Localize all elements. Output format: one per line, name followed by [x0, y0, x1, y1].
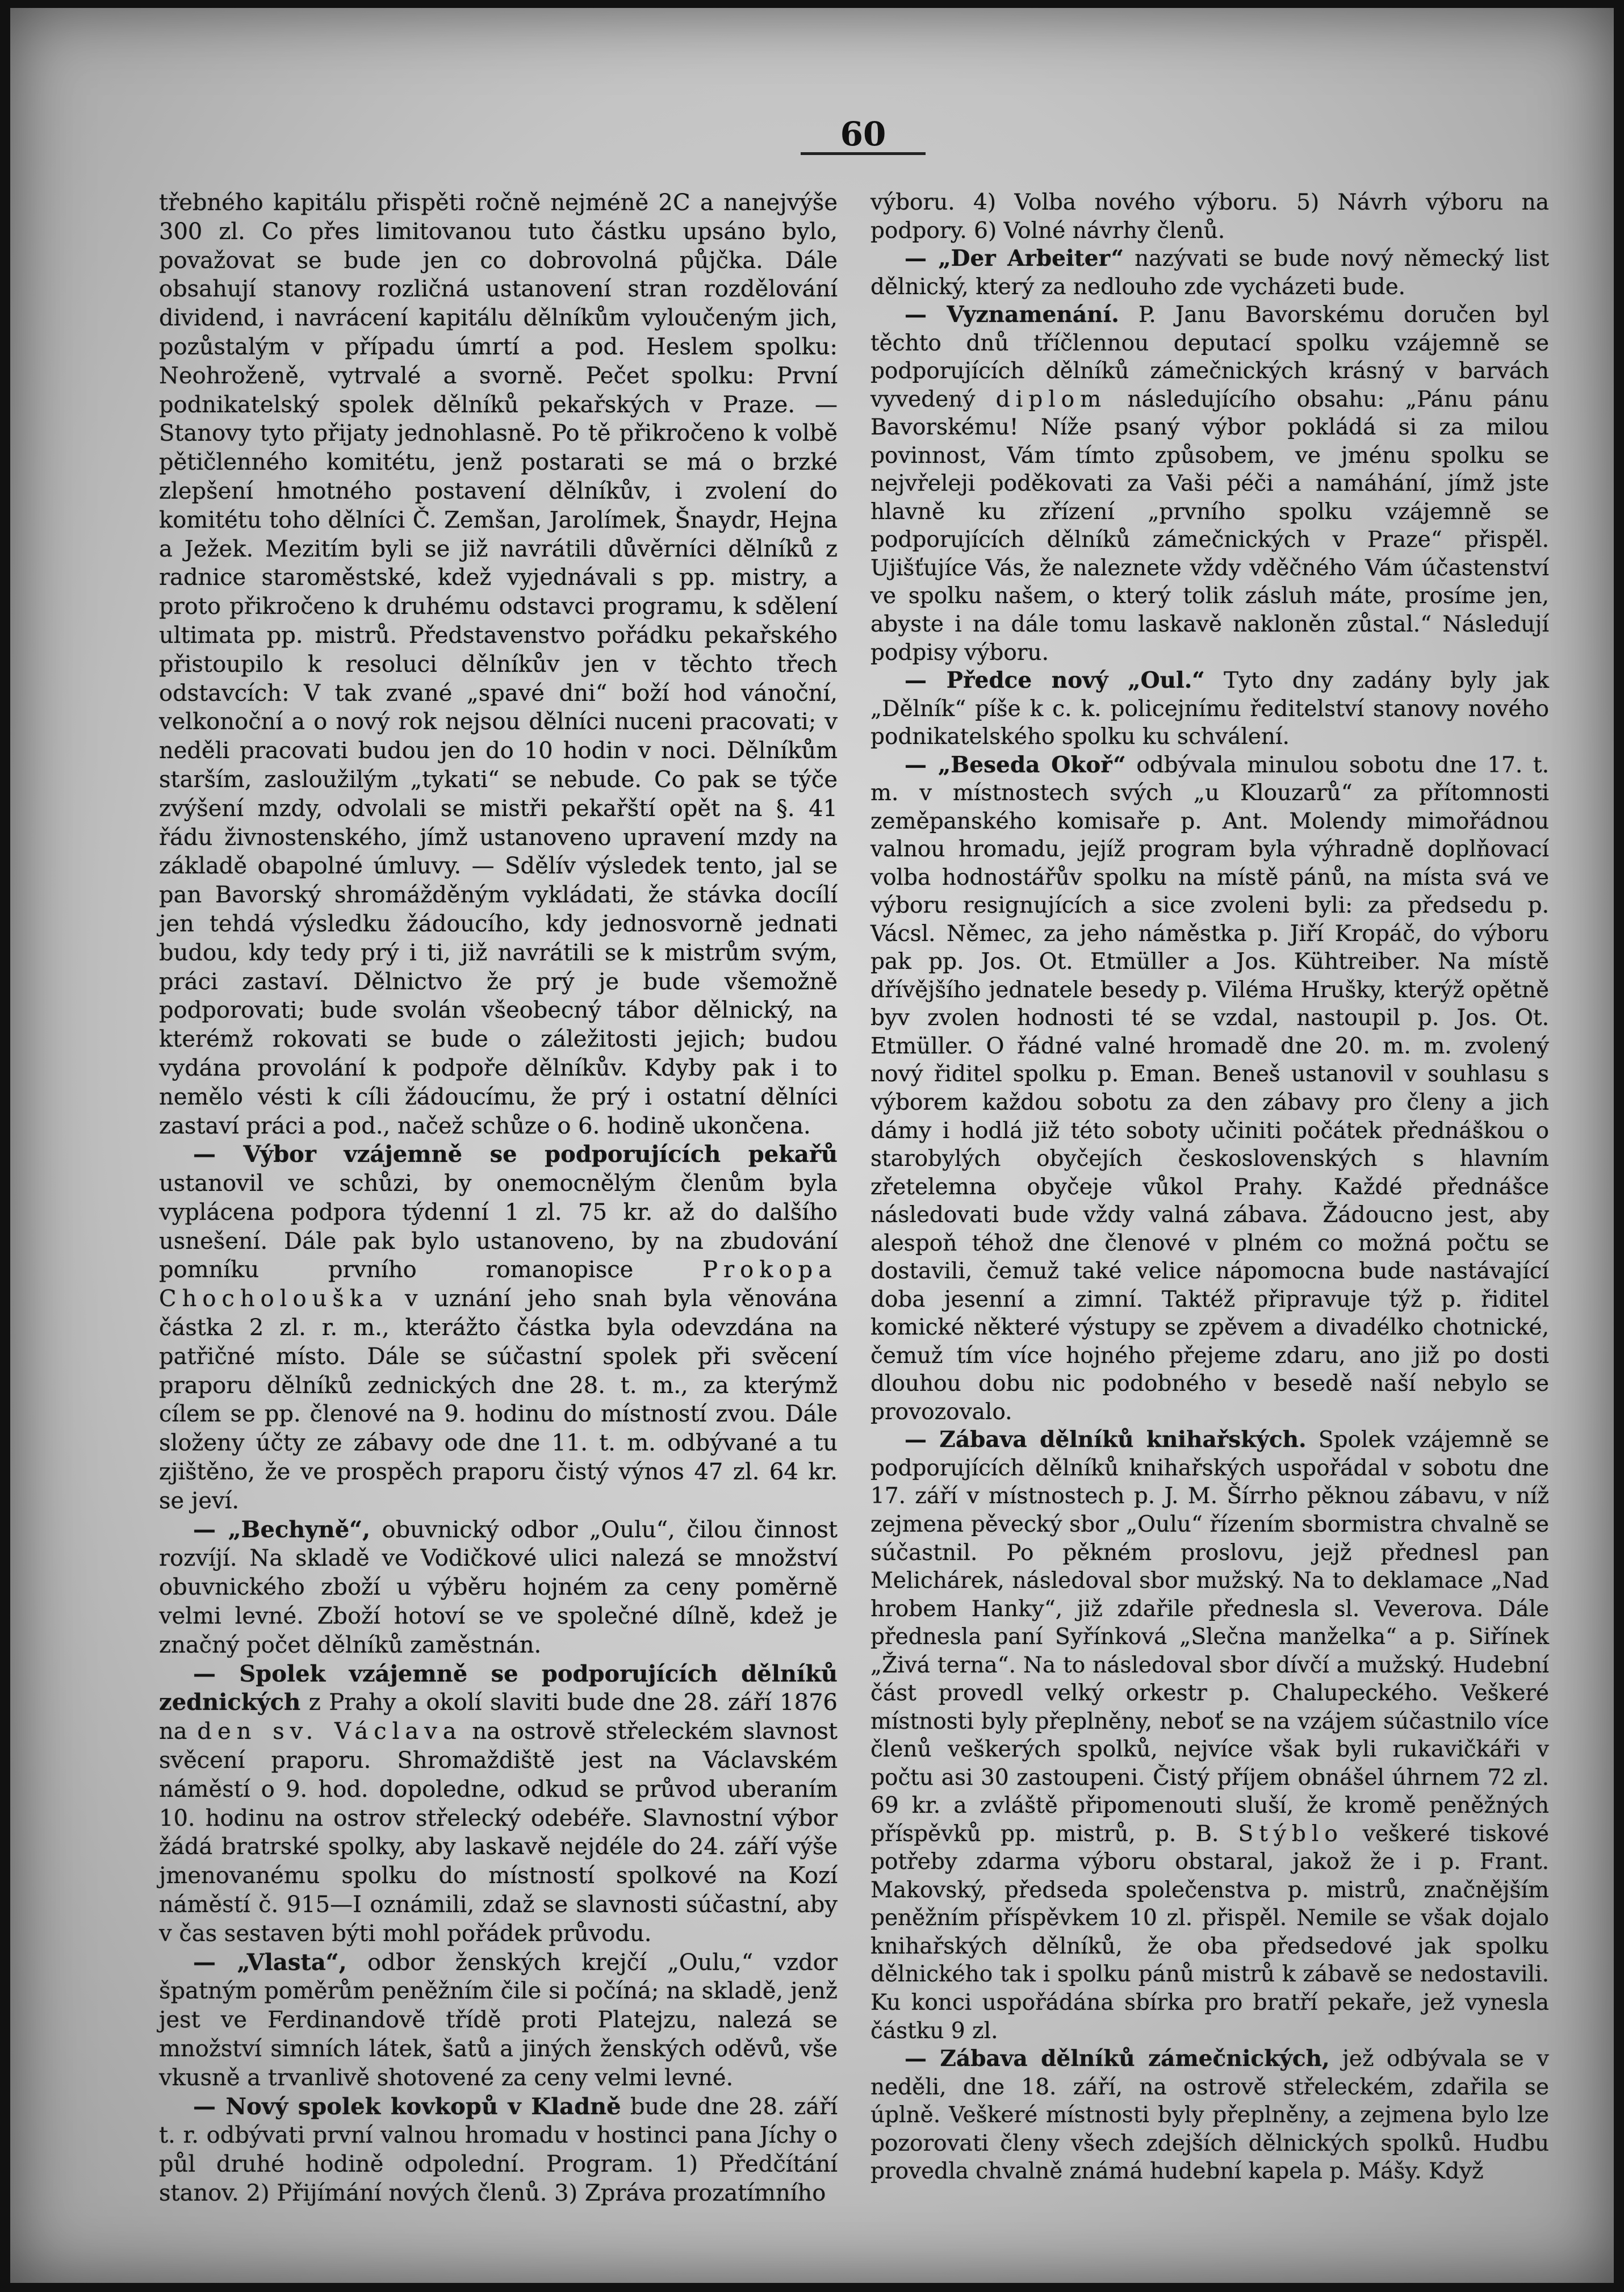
article-text: na ostrově střeleckém slavnost svěcení praporu. Shromaždiště jest na Václavském náměstí o 9. hod. dopoledne, odkud se průvod uberaním 10. hodinu na ostrov střelecký odebéře. Slavnostní výbor žádá bratrské spolky, aby laskavě nejdéle do 24. září výše jmenovanému spolku do místností spolkové na Kozí náměstí č. 915—I oznámili, zdaž se slavnosti súčastní, aby v čas sestaven býti mohl pořádek průvodu.: [159, 1718, 838, 1947]
page-number: 60: [801, 116, 926, 155]
article-heading: — Nový spolek kovkopů v Kladně: [193, 2093, 621, 2120]
article-text: odbývala minulou sobotu dne 17. t. m. v místnostech svých „u Klouzarů“ za přítomnosti zeměpanského komisaře p. Ant. Molendy mimořádnou valnou hromadu, jejíž program byla výhradně doplňovací volba hodnostářův spolku na místě pánů, na místa svá ve výboru resignujících a sice zvoleni byli: za předsedu p. Vácsl. Němec, za jeho náměstka p. Jiří Kropáč, do výboru pak pp. Jos. Ot. Etmüller a Jos. Kühtreiber. Na místě dřívějšího jednatele besedy p. Viléma Hrušky, kterýž opětně byv zvolen hodnosti té se vzdal, nastoupil p. Jos. Ot. Etmüller. O řádné valné hromadě dne 20. m. m. zvolený nový řiditel spolku p. Eman. Beneš ustanovil v souhlasu s výborem každou sobotu za den zábavy pro členy a jich dámy i hodlá již této soboty učiniti počátek přednáškou o starobylých obyčejích československých s hlavním zřetelemna obyčeje vůkol Prahy. Každé přednášce následovati bude vždy valná zábava. Žádoucno jest, aby alespoň téhož dne členové v plném co možná počtu se dostavili, čemuž také velice nápomocna bude nastávající doba jesenní a zimní. Taktéž připravuje týž p. řiditel komické některé výstupy se zpěvem a divadélko chotnické, čemuž tím více hojného přejeme zdaru, ano již po dosti dlouhou dobu nic podobného v besedě naší nebylo se provozovalo.: [870, 752, 1549, 1425]
article-paragraph: [870, 751, 1549, 1427]
article-heading: — Spolek vzájemně se podporujících dělníků zednických: [159, 1660, 838, 1716]
spaced-emphasis: Stýblo: [1238, 1821, 1343, 1847]
article-heading: — „Der Arbeiter“: [905, 245, 1124, 272]
article-heading: — „Bechyně“,: [193, 1516, 371, 1543]
article-heading: — Zábava dělníků knihařských.: [905, 1427, 1307, 1453]
article-text: P. Janu Bavorskému doručen byl těchto dnů tříčlennou deputací spolku vzájemně se podporujících dělníků zámečnických krásný v barvách vyvedený: [870, 302, 1549, 412]
continued-paragraph: [870, 189, 1549, 245]
article-paragraph: [870, 1426, 1549, 2045]
spaced-emphasis: diplom: [995, 386, 1107, 412]
article-text: bude dne 28. září t. r. odbývati první valnou hromadu v hostinci pana Jíchy o půl druhé hodině odpolední. Program. 1) Předčítání stanov. 2) Přijímání nových členů. 3) Zpráva prozatímního: [159, 2093, 838, 2206]
article-paragraph: [159, 1516, 838, 1660]
article-paragraph: [870, 245, 1549, 301]
article-paragraph: [870, 301, 1549, 667]
article-heading: — Vyznamenání.: [905, 302, 1119, 328]
article-paragraph: [159, 1140, 838, 1515]
article-text: ustanovil ve schůzi, by onemocnělým členům byla vyplácena podpora týdenní 1 zl. 75 kr. až do dalšího usnešení. Dále pak bylo ustanoveno, by na zbudování pomníku prvního romanopisce: [159, 1170, 838, 1283]
article-text: následujícího obsahu: „Pánu pánu Bavorskému! Níže psaný výbor pokládá si za milou povinnost, Vám tímto způsobem, ve jménu spolku se nejvřeleji poděkovati za Vaši péči a namáhání, jímž jste hlavně ku zřízení „prvního spolku vzájemně se podporujících dělníků zámečnických v Praze“ přispěl. Ujišťujíce Vás, že naleznete vždy vděčného Vám účastenství ve spolku našem, o který tolik zásluh máte, prosíme jen, abyste i na dále tomu laskavě nakloněn zůstal.“ Následují podpisy výboru.: [870, 386, 1549, 666]
continued-paragraph: [159, 189, 838, 1140]
newspaper-page: [10, 8, 1614, 2283]
article-paragraph: [870, 667, 1549, 751]
article-text: obuvnický odbor „Oulu“, čilou činnost rozvíjí. Na skladě ve Vodičkové ulici nalezá se množství obuvnického zboží u výběru hojném za ceny poměrně velmi levné. Zboží hotoví se ve společné dílně, kdež je značný počet dělníků zaměstnán.: [159, 1516, 838, 1658]
article-heading: — Výbor vzájemně se podporujících pekařů: [193, 1141, 838, 1168]
article-paragraph: [159, 2093, 838, 2208]
spaced-emphasis: Prokopa Chocholouška: [159, 1257, 838, 1312]
article-paragraph: [870, 2045, 1549, 2186]
article-text: nazývati se bude nový německý list dělnický, který za nedlouho zde vycházeti bude.: [870, 246, 1550, 300]
article-heading: — Předce nový „Oul.“: [905, 667, 1205, 694]
left-column: [159, 189, 838, 2208]
article-text: odbor ženských krejčí „Oulu,“ vzdor špatným poměrům peněžním čile si počíná; na skladě, jenž jest ve Ferdinandově třídě proti Platejzu, nalezá se množství simních látek, šatů a jiných ženských oděvů, vše vkusně a trvanlivě shotovené za ceny velmi levné.: [159, 1949, 838, 2091]
article-text: jež odbývala se v neděli, dne 18. září, na ostrově střeleckém, zdařila se úplně. Veškeré místnosti byly přeplněny, a zejmena bylo lze pozorovati členy všech zdejších dělnických spolků. Hudbu provedla chvalně známá hudební kapela p. Mášy. Když: [870, 2046, 1549, 2185]
article-heading: — „Vlasta“,: [193, 1948, 347, 1976]
spaced-emphasis: den sv. Václava: [197, 1718, 462, 1745]
article-text: z Prahy a okolí slaviti bude dne 28. září 1876 na: [159, 1689, 838, 1745]
article-text: veškeré tiskové potřeby zdarma výboru obstaral, jakož že i p. Frant. Makovský, předseda společenstva p. mistrů, značnějším peněžním příspěvkem 10 zl. přispěl. Nemile se však dojalo knihařských dělníků, že oba předsedové jak spolku dělnického tak i spolku pánů mistrů k zábavě se nedostavili. Ku konci uspořádána sbírka pro bratří pekaře, jež vynesla částku 9 zl.: [870, 1821, 1549, 2044]
article-heading: — Zábava dělníků zámečnických,: [905, 2046, 1330, 2072]
article-text: výboru. 4) Volba nového výboru. 5) Návrh výboru na podpory. 6) Volné návrhy členů.: [870, 190, 1549, 244]
article-text: třebného kapitálu přispěti ročně nejméně 2C a nanejvýše 300 zl. Co přes limitovanou tuto částku upsáno bylo, považovat se bude jen co dobrovolná půjčka. Dále obsahují stanovy rozličná ustanovení stran rozdělování dividend, i navrácení kapitálu dělníkům vyloučeným jich, pozůstalým v případu úmrtí a pod. Heslem spolku: Neohroženě, vytrvalé a svorně. Pečet spolku: První podnikatelský spolek dělníků pekařských v Praze. — Stanovy tyto přijaty jednohlasně. Po tě přikročeno k volbě pětičlenného komitétu, jenž postarati se má o brzké zlepšení hmotného postavení dělníkův, i zvolení do komitétu toho dělníci Č. Zemšan, Jarolímek, Šnaydr, Hejna a Ježek. Mezitím byli se již navrátili důvěrníci dělníků z radnice staroměstské, kdež vyjednávali s pp. mistry, a proto přikročeno k druhému odstavci programu, k sdělení ultimata pp. mistrů. Představenstvo pořádku pekařského přistoupilo k resoluci dělníkův jen v těchto třech odstavcích: V tak zvané „spavé dni“ boží hod vánoční, velkonoční a o nový rok nejsou dělníci nuceni pracovati; v neděli pracovati budou jen do 10 hodin v noci. Dělníkům starším, zasloužilým „tykati“ se nebude. Co pak se týče zvýšení mzdy, odvolali se mistři pekařští opět na §. 41 řádu živnostenského, jímž ustanoveno upravení mzdy na základě obapolné úmluvy. — Sdělív výsledek tento, jal se pan Bavorský shromážděným vykládati, že stávka docílí jen tehdá výsledku žádoucího, kdy jednosvorně jednati budou, kdy tedy prý i ti, již navrátili se k mistrům svým, práci zastaví. Dělnictvo že prý je bude všemožně podporovati; bude svolán všeobecný tábor dělnický, na kterémž rokovati se bude o záležitosti jejich; budou vydána provolání k podpoře dělníkův. Kdyby pak i to nemělo vésti k cíli žádoucímu, že prý i ostatní dělníci zastaví práci a pod., načež schůze o 6. hodině ukončena.: [159, 190, 838, 1139]
article-text: Tyto dny zadány byly jak „Dělník“ píše k c. k. policejnímu ředitelství stanovy nového podnikatelského spolku ku schválení.: [870, 668, 1549, 750]
article-paragraph: [159, 1948, 838, 2093]
article-text: v uznání jeho snah byla věnována částka 2 zl. r. m., kterážto částka byla odevzdána na patřičné místo. Dále se súčastní spolek při svěcení praporu dělníků zednických dne 28. t. m., za kterýmž cílem se pp. členové na 9. hodinu do místností zvou. Dále složeny účty ze zábavy ode dne 11. t. m. odbývané a tu zjištěno, že ve prospěch praporu čistý výnos 47 zl. 64 kr. se jeví.: [159, 1286, 838, 1514]
right-column: [870, 189, 1549, 2186]
article-heading: — „Beseda Okoř“: [905, 751, 1126, 778]
article-paragraph: [159, 1660, 838, 1948]
article-text: Spolek vzájemně se podporujících dělníků knihařských uspořádal v sobotu dne 17. září v místnostech p. J. M. Šírrho pěknou zábavu, v níž zejmena pěvecký sbor „Oulu“ řízením sbormistra chvalně se súčastnil. Po pěkném proslovu, jejž přednesl pan Melichárek, následoval sbor mužský. Na to deklamace „Nad hrobem Hanky“, již zdařile přednesla sl. Veverova. Dále přednesla paní Syřínková „Slečna manželka“ a p. Siřínek „Živá terna“. Na to následoval sbor dívčí a mužský. Hudební část provedl velký orkestr p. Chalupeckého. Veškeré místnosti byly přeplněny, neboť se na vzájem súčastnilo více členů veškerých spolků, nejvíce však byli rukavičkáři v počtu asi 30 zastoupeni. Čistý příjem obnášel úhrnem 72 zl. 69 kr. a zvláště připomenouti sluší, že kromě peněžných příspěvků pp. mistrů, p. B.: [870, 1427, 1549, 1847]
